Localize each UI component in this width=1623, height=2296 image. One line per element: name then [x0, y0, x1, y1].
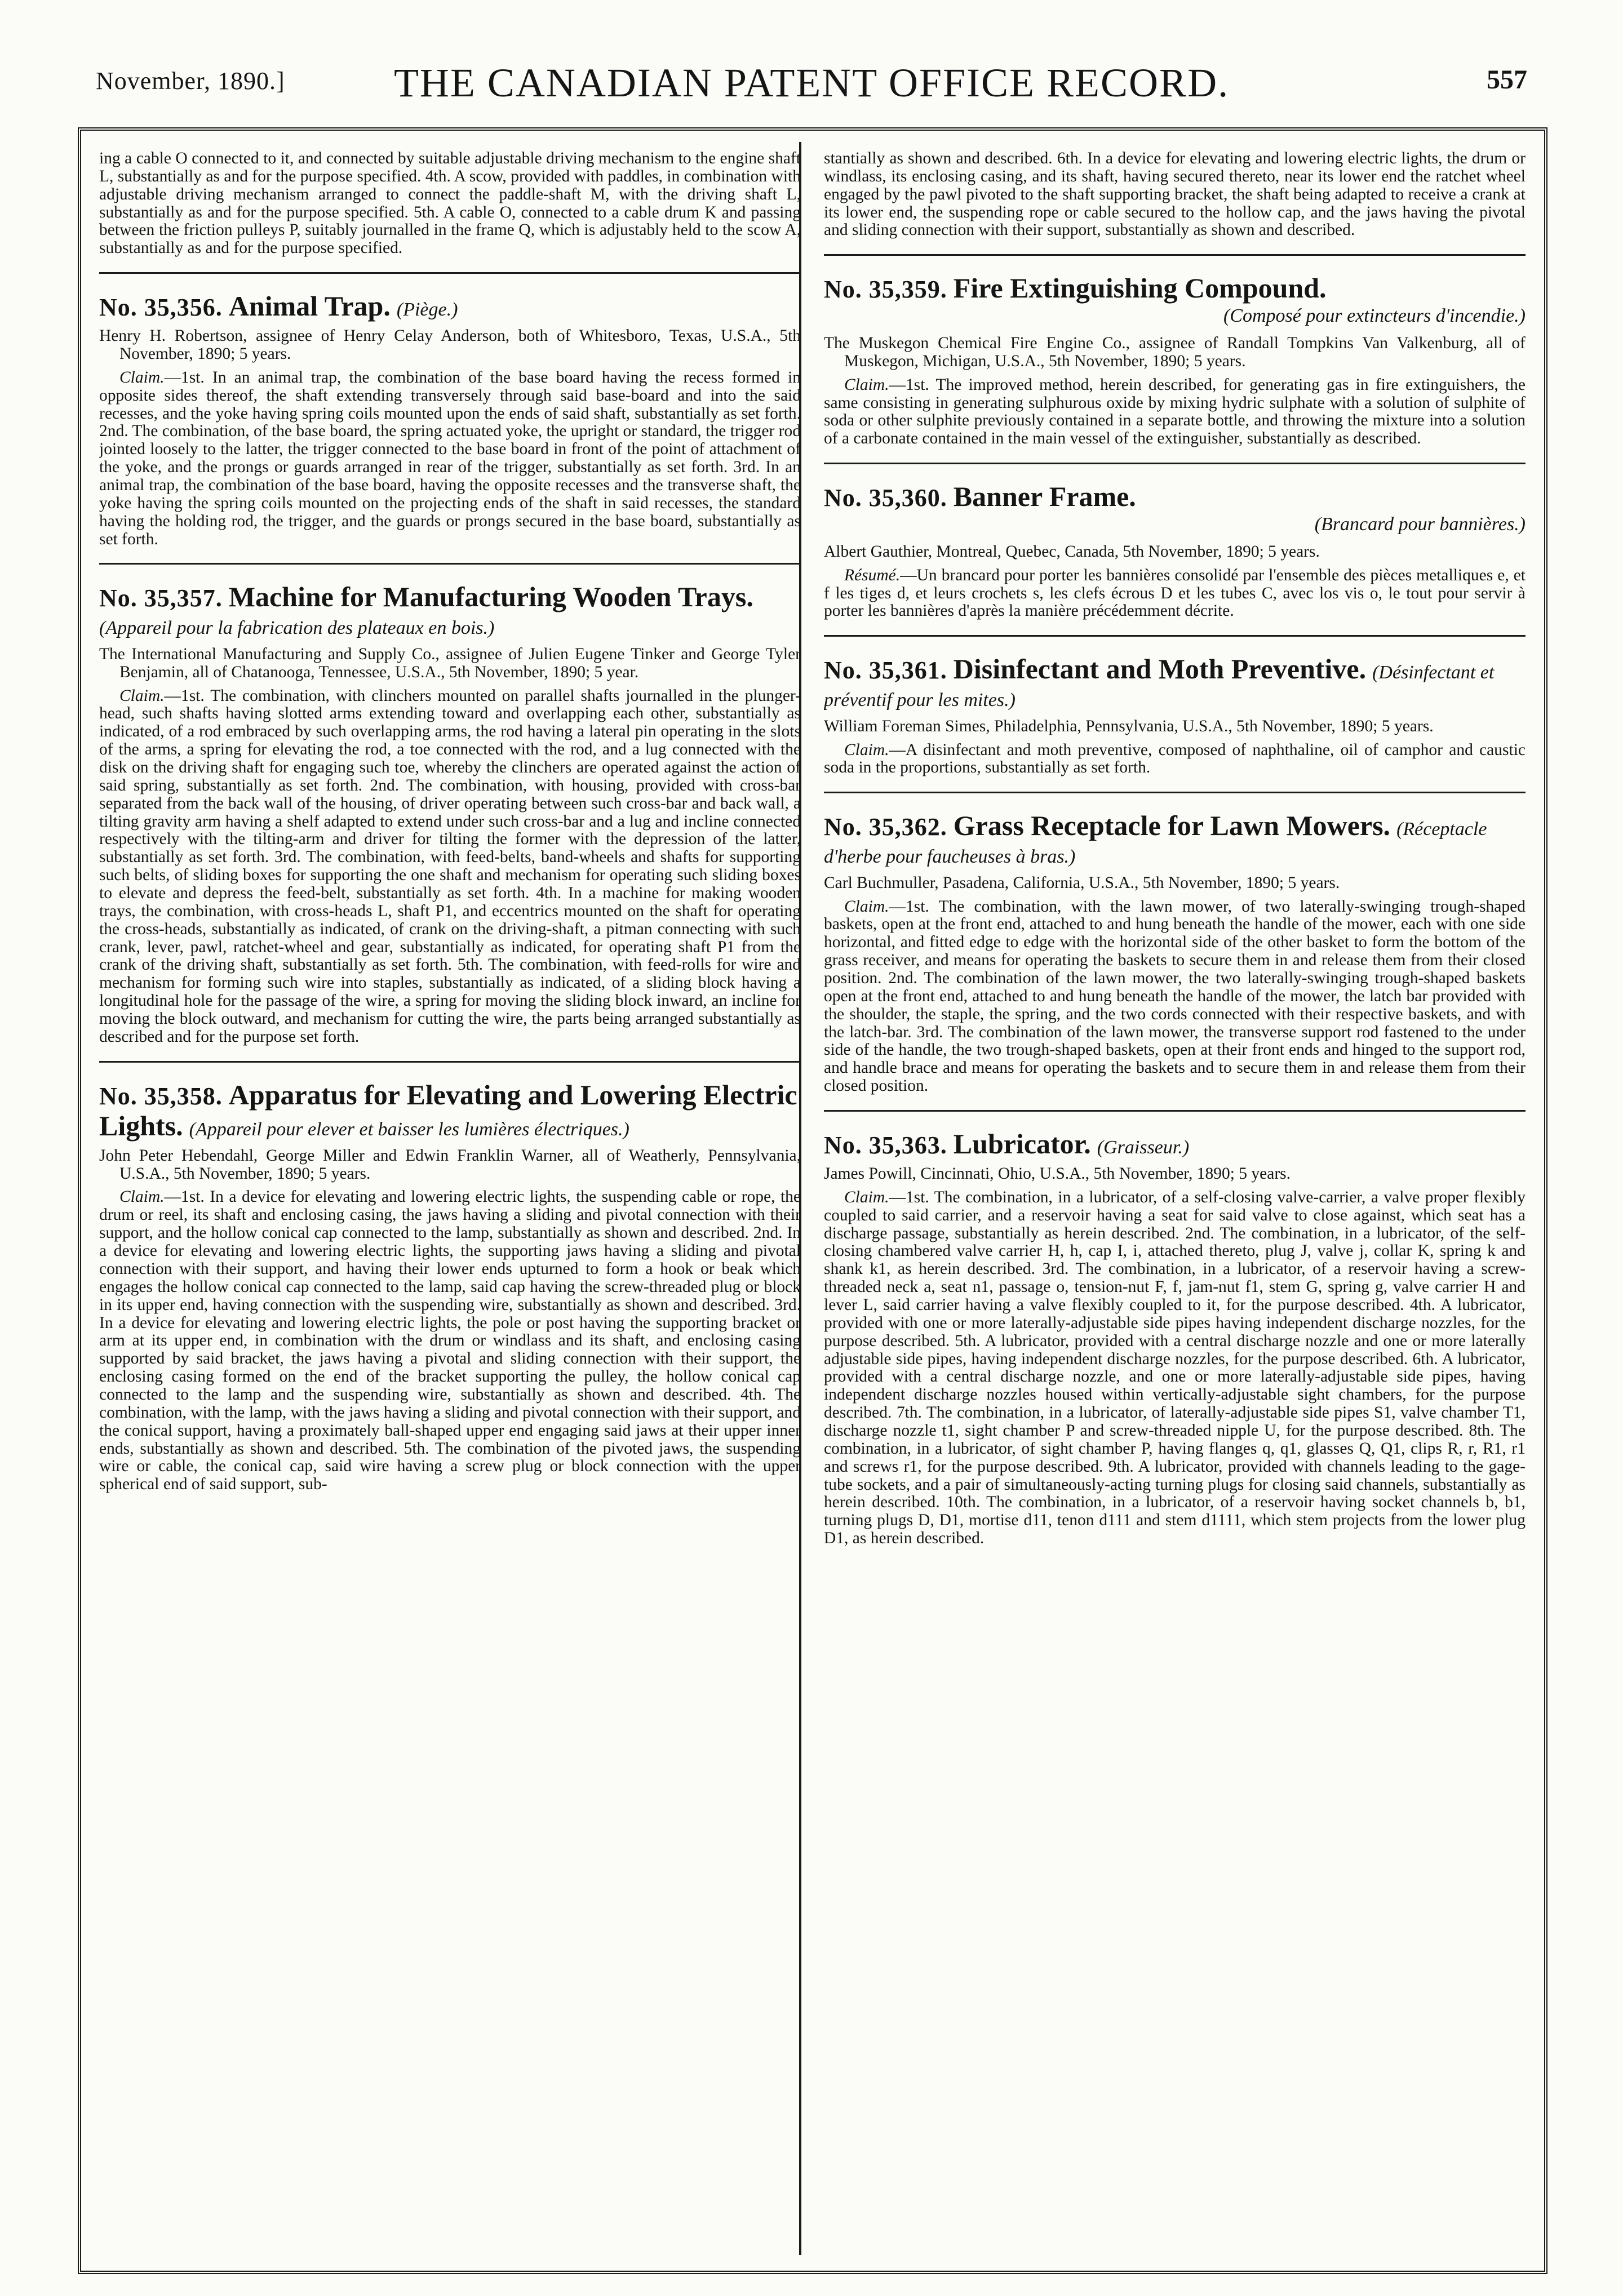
entry-separator: [99, 1061, 801, 1063]
patentee: Henry H. Robertson, assignee of Henry Celay Anderson, both of Whitesboro, Texas, U.S.A., 5th November, 1890; 5 years.: [99, 327, 801, 363]
entry-separator: [99, 272, 801, 274]
patent-title: Banner Frame.: [953, 481, 1136, 513]
page-header: [96, 60, 1527, 110]
claim-text: [824, 567, 1526, 621]
claim-text: [99, 1188, 801, 1494]
entry-heading: [99, 581, 801, 639]
patentee: The Muskegon Chemical Fire Engine Co., assignee of Randall Tompkins Van Valkenburg, all of Muskegon, Michigan, U.S.A., 5th November, 1890; 5 years.: [824, 334, 1526, 370]
claim-label: Claim.: [844, 1188, 889, 1206]
continued-claim: stantially as shown and described. 6th. In a device for elevating and lowering electric lights, the drum or windlass, its enclosing casing, and its shaft, having secured thereto, near its lower end the ratchet wheel engaged by the pawl pivoted to the shaft supporting bracket, the shaft being adapted to receive a crank at its lower end, the suspending rope or cable secured to the hollow cap, and the jaws having the pivotal and sliding connection with their support, substantially as shown and described.: [824, 150, 1526, 239]
patentee: James Powill, Cincinnati, Ohio, U.S.A., 5th November, 1890; 5 years.: [824, 1165, 1291, 1183]
left-column: [99, 150, 801, 2257]
patent-title: Fire Extinguishing Compound.: [953, 272, 1327, 304]
claim-label: Claim.: [844, 375, 889, 394]
patentee: Albert Gauthier, Montreal, Quebec, Canada, 5th November, 1890; 5 years.: [824, 542, 1320, 561]
entry-heading: [824, 273, 1526, 304]
patent-title: Machine for Manufacturing Wooden Trays.: [228, 581, 753, 613]
patentee: William Foreman Simes, Philadelphia, Pennsylvania, U.S.A., 5th November, 1890; 5 years.: [824, 717, 1434, 735]
claim-text: [99, 369, 801, 549]
french-title: (Brancard pour bannières.): [1314, 514, 1526, 535]
claim-label: Claim.: [844, 740, 889, 759]
entry-separator: [824, 792, 1526, 793]
claim-body: —1st. The combination, with clinchers mounted on parallel shafts journalled in the plunger-head, such shafts having slotted arms extending toward and overlapping each other, substantially as indicated, of a rod embraced by such overlapping arms, the rod having a lateral pin operating in the slots of the arms, a spring for elevating the rod, a toe connected with the rod, and a lug connected with the disk on the driving shaft for engaging such toe, whereby the clinchers are operated against the action of said spring, substantially as set forth. 2nd. The combination, with housing, provided with cross-bar separated from the back wall of the housing, of driver operating between such cross-bar and back wall, a tilting gravity arm having a shelf adapted to extend under such cross-bar and a lug and incline connected respectively with the tilting-arm and driver for tilting the former with the depression of the latter, substantially as set forth. 3rd. The combination, with feed-belts, band-wheels and shafts for supporting such belts, of sliding boxes for supporting the one shaft and mechanism for operating such sliding boxes to elevate and depress the feed-belt, substantially as set forth. 4th. In a machine for making wooden trays, the combination, with cross-heads L, shaft P1, and eccentrics mounted on the shaft for operating the cross-heads, substantially as indicated, of crank on the driving-shaft, a pitman connecting with such crank, lever, pawl, ratchet-wheel and gear, substantially as indicated, for operating shaft P1 from the crank of the driving shaft, substantially as set forth. 5th. The combination, with feed-rolls for wire and mechanism for forming such wire into staples, substantially as indicated, of a sliding block having a longitudinal hole for the passage of the wire, a spring for moving the sliding block inward, an incline for moving the block outward, and mechanism for cutting the wire, the parts being arranged substantially as described and for the purpose set forth.: [99, 686, 801, 1046]
entry-separator: [824, 254, 1526, 256]
claim-body: —1st. In an animal trap, the combination of the base board having the recess formed in opposite sides thereof, the shaft extending transversely through said base-board and into the said recesses, and the yoke having spring coils mounted upon the ends of said shaft, substantially as set forth. 2nd. The combination, of the base board, the spring actuated yoke, the upright or standard, the trigger rod jointed loosely to the latter, the trigger connected to the base board in front of the point of attachment of the yoke, and the prongs or guards arranged in rear of the trigger, substantially as set forth. 3rd. In an animal trap, the combination of the base board, having the opposite recesses and the transverse shaft, the yoke having the spring coils mounted on the projecting ends of the shaft in said recesses, the standard having the holding rod, the trigger, and the guards or prongs secured in the base board, substantially as set forth.: [99, 368, 801, 548]
french-title: (Graisseur.): [1097, 1137, 1190, 1158]
claim-text: [824, 376, 1526, 448]
claim-body: —A disinfectant and moth preventive, composed of naphthaline, oil of camphor and caustic soda in the proportions, substantially as set forth.: [824, 740, 1526, 777]
patent-entry: [824, 481, 1526, 620]
french-title: (Piège.): [396, 299, 458, 321]
french-title: (Appareil pour elever et baisser les lumières électriques.): [189, 1118, 629, 1140]
entry-heading: [99, 291, 801, 322]
patent-entry: [824, 654, 1526, 777]
patent-entry: [99, 1080, 801, 1494]
patent-entry: [824, 810, 1526, 1095]
claim-label: Résumé.: [844, 566, 901, 584]
entry-heading: [99, 1080, 801, 1142]
patent-number: No. 35,356.: [99, 294, 223, 322]
patentee: Carl Buchmuller, Pasadena, California, U.S.A., 5th November, 1890; 5 years.: [824, 873, 1340, 892]
patent-number: No. 35,363.: [824, 1131, 947, 1159]
patent-entry: [99, 581, 801, 1046]
claim-label: Claim.: [844, 897, 889, 916]
patent-title: Apparatus for Elevating and Lowering Electric Lights.: [99, 1078, 797, 1142]
issue-date: November, 1890.]: [96, 67, 285, 95]
entry-heading: [824, 810, 1526, 868]
claim-body: —1st. The combination, with the lawn mower, of two laterally-swinging trough-shaped baskets, open at the front end, attached to and hung beneath the handle of the mower, each with one side horizontal, and fitted edge to edge with the horizontal side of the other basket to form the bottom of the grass receiver, and means for operating the baskets to secure them in and release them from their closed position. 2nd. The combination of the lawn mower, the two laterally-swinging trough-shaped baskets open at the front end, attached to and hung beneath the handle of the mower, the latch bar provided with the shoulder, the staple, the spring, and the two cords connected with their respective baskets, and with the latch-bar. 3rd. The combination of the lawn mower, the transverse support rod fastened to the under side of the handle, the two trough-shaped baskets, open at their front ends and hinged to the support rod, and handle brace and means for operating the baskets and to secure them in and release them from their closed position.: [824, 897, 1526, 1095]
patent-number: No. 35,359.: [824, 276, 947, 304]
patent-number: No. 35,362.: [824, 813, 947, 841]
claim-text: [824, 1189, 1526, 1548]
claim-body: —1st. The combination, in a lubricator, of a self-closing valve-carrier, a valve proper flexibly coupled to said carrier, and a reservoir having a seat for said valve to close against, which seat has a discharge passage, substantially as herein described. 2nd. The combination, in a lubricator, of the self-closing chambered valve carrier H, h, cap I, i, attached thereto, plug J, valve j, collar K, spring k and shank k1, as herein described. 3rd. The combination, in a lubricator, of a reservoir having a screw-threaded neck a, seat n1, passage o, tension-nut F, f, jam-nut f1, stem G, spring g, valve carrier H and lever L, said carrier having a valve flexibly coupled to it, for the purpose described. 4th. A lubricator, provided with one or more laterally-adjustable side pipes having independent discharge nozzles, for the purpose described. 5th. A lubricator, provided with a central discharge nozzle and one or more laterally adjustable side pipes, having independent discharge nozzles, for the purpose described. 6th. A lubricator, provided with a central discharge nozzle, and one or more laterally-adjustable side pipes, having independent discharge nozzles housed within vertically-adjustable sight chambers, for the purpose described. 7th. The combination, in a lubricator, of laterally-adjustable side pipes S1, valve chamber T1, discharge nozzle t1, sight chamber P and screw-threaded nipple U, for the purpose described. 8th. The combination, in a lubricator, of sight chamber P, having flanges q, q1, glasses Q, Q1, clips R, r, R1, r1 and screws r1, for the purpose described. 9th. A lubricator, provided with channels leading to the gage-tube sockets, and a pair of simultaneously-acting turning plugs for closing said channels, substantially as herein described. 10th. The combination, in a lubricator, of a reservoir having socket channels b, b1, turning plugs D, D1, mortise d11, tenon d111 and stem d1111, which stem projects from the lower plug D1, as herein described.: [824, 1188, 1526, 1548]
patent-entry: [99, 291, 801, 548]
claim-label: Claim.: [119, 1188, 165, 1206]
french-title: (Désinfectant et préventif pour les mites.): [824, 662, 1495, 711]
french-title: (Composé pour extincteurs d'incendie.): [1223, 305, 1526, 327]
claim-label: Claim.: [119, 686, 165, 705]
entry-separator: [824, 635, 1526, 637]
entry-separator: [824, 463, 1526, 464]
entry-heading: [824, 481, 1526, 512]
entry-separator: [99, 563, 801, 565]
claim-text: [824, 898, 1526, 1095]
right-column: [824, 150, 1526, 2257]
claim-body: —1st. In a device for elevating and lowering electric lights, the suspending cable or rope, the drum or reel, its shaft and enclosing casing, the jaws having a sliding and pivotal connection with their support, and the hollow conical cap connected to the lamp, substantially as shown and described. 2nd. In a device for elevating and lowering electric lights, the supporting jaws having a sliding and pivotal connection with their support, and having their lower ends upturned to form a hook or beak which engages the hollow conical cap connected to the lamp, said cap having the screw-threaded plug or block in its upper end, having connection with the suspending wire, substantially as shown and described. 3rd. In a device for elevating and lowering electric lights, the pole or post having the supporting bracket or arm at its upper end, in combination with the drum or windlass and its shaft, and enclosing casing supported by said bracket, the jaws having a pivotal and sliding connection with their support, the enclosing casing formed on the end of the bracket supporting the pulley, the hollow conical cap connected to the lamp and the suspending wire, substantially as shown and described. 4th. The combination, with the lamp, with the jaws having a sliding and pivotal connection with their support, and the conical support, having a proximately ball-shaped upper end engaging said jaws at their upper inner ends, substantially as shown and described. 5th. The combination of the pivoted jaws, the suspending wire or cable, the conical cap, said wire having a screw plug or block connection with the upper spherical end of said support, sub-: [99, 1188, 801, 1494]
patent-title: Lubricator.: [953, 1128, 1091, 1160]
entry-separator: [824, 1110, 1526, 1112]
french-title: (Appareil pour la fabrication des plateaux en bois.): [99, 618, 495, 639]
claim-body: —Un brancard pour porter les bannières consolidé par l'ensemble des pièces metalliques e, et f les tiges d, et leurs crochets s, les clefs écrous D et les tubes C, avec los vis o, le tout pour servir à porter les bannières d'après la manière précédemment décrite.: [824, 566, 1526, 620]
patent-number: No. 35,360.: [824, 484, 947, 512]
entry-heading: [824, 1129, 1526, 1160]
claim-text: [99, 687, 801, 1046]
patent-number: No. 35,357.: [99, 584, 223, 612]
claim-body: —1st. The improved method, herein described, for generating gas in fire extinguishers, the same consisting in generating sulphurous oxide by mixing hydric sulphate with a solution of sulphite of soda or other sulphite previously contained in a separate bottle, and throwing the mixture into a solution of a carbonate contained in the main vessel of the extinguisher, substantially as described.: [824, 375, 1526, 448]
claim-text: [824, 741, 1526, 778]
patent-title: Grass Receptacle for Lawn Mowers.: [953, 810, 1391, 842]
patentee: The International Manufacturing and Supply Co., assignee of Julien Eugene Tinker and George Tyler Benjamin, all of Chatanooga, Tennessee, U.S.A., 5th November, 1890; 5 year.: [99, 645, 801, 681]
patent-number: No. 35,358.: [99, 1082, 223, 1110]
patent-entry: [824, 273, 1526, 448]
patent-entry: [824, 1129, 1526, 1548]
patent-title: Disinfectant and Moth Preventive.: [953, 653, 1367, 685]
french-title: (Réceptacle d'herbe pour faucheuses à bras.): [824, 819, 1487, 868]
page-number: 557: [1487, 65, 1527, 95]
continued-claim: ing a cable O connected to it, and connected by suitable adjustable driving mechanism to the engine shaft L, substantially as and for the purpose specified. 4th. A scow, provided with paddles, in combination with adjustable driving mechanism arranged to connect the paddle-shaft M, with the driving shaft L, substantially as and for the purpose specified. 5th. A cable O, connected to a cable drum K and passing between the friction pulleys P, suitably journalled in the frame Q, which is adjustably held to the scow A, substantially as and for the purpose specified.: [99, 150, 801, 257]
claim-label: Claim.: [119, 368, 165, 387]
patentee: John Peter Hebendahl, George Miller and Edwin Franklin Warner, all of Weatherly, Pennsylvania, U.S.A., 5th November, 1890; 5 years.: [99, 1146, 801, 1183]
entry-heading: [824, 654, 1526, 712]
journal-title: THE CANADIAN PATENT OFFICE RECORD.: [393, 60, 1230, 105]
patent-title: Animal Trap.: [228, 290, 391, 322]
patent-number: No. 35,361.: [824, 656, 947, 685]
